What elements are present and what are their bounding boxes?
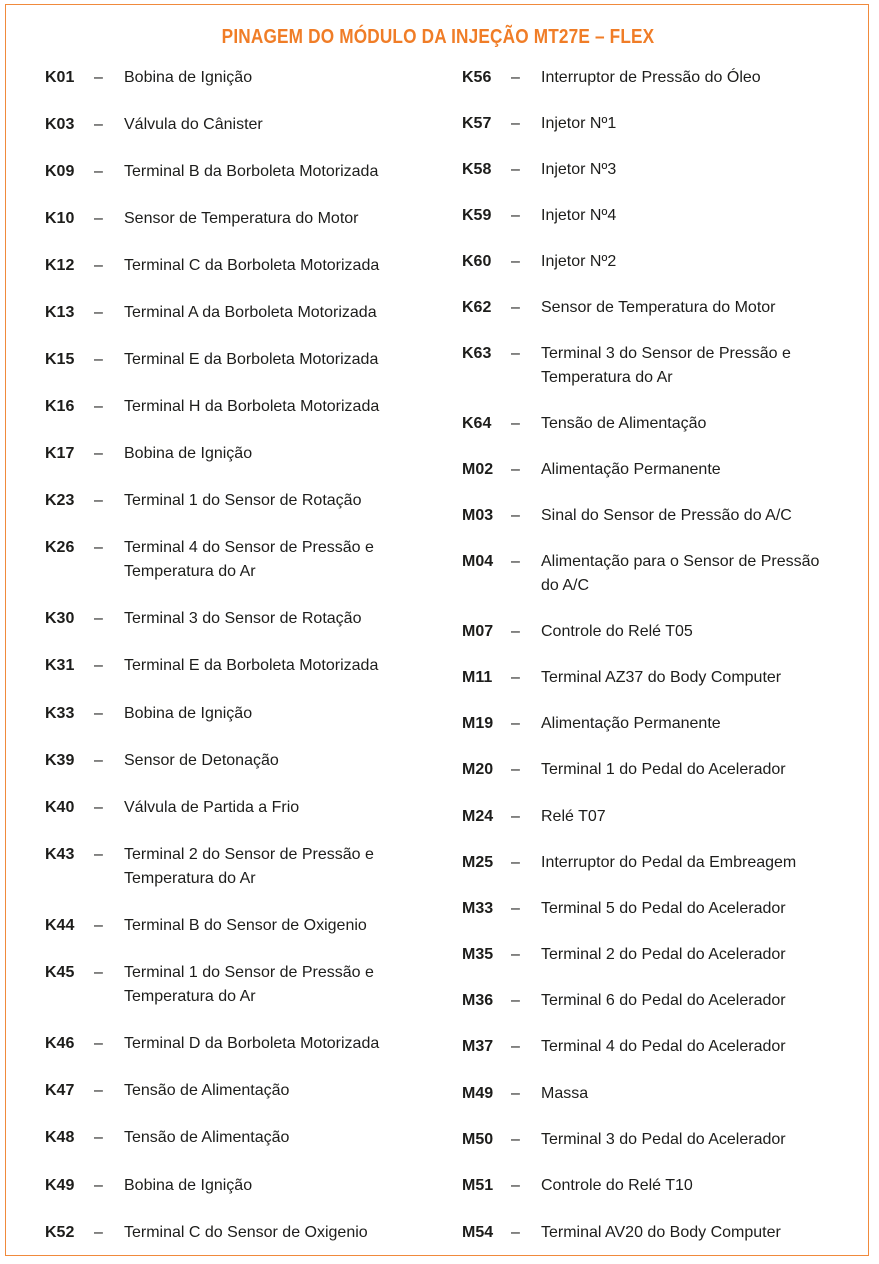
separator-dash: – [94, 116, 103, 133]
pin-code: K17 [45, 445, 75, 462]
pin-description: Bobina de Ignição [124, 705, 253, 722]
pin-description: Controle do Relé T10 [541, 1177, 693, 1194]
pin-code: K59 [462, 207, 492, 224]
separator-dash: – [511, 415, 520, 432]
pin-code: K52 [45, 1224, 75, 1241]
pin-description: Terminal E da Borboleta Motorizada [124, 657, 379, 674]
pin-description: Alimentação Permanente [541, 715, 721, 732]
pin-code: K09 [45, 163, 75, 180]
separator-dash: – [94, 657, 103, 674]
pin-description: Injetor Nº1 [541, 115, 617, 132]
separator-dash: – [511, 507, 520, 524]
separator-dash: – [94, 69, 103, 86]
separator-dash: – [511, 299, 520, 316]
pin-description: Terminal B da Borboleta Motorizada [124, 163, 379, 180]
pin-description: Injetor Nº4 [541, 207, 617, 224]
separator-dash: – [511, 715, 520, 732]
pin-code: K58 [462, 161, 492, 178]
pin-description: Terminal 1 do Pedal do Acelerador [541, 761, 786, 778]
pin-code: M51 [462, 1177, 494, 1194]
separator-dash: – [94, 445, 103, 462]
pin-code: K64 [462, 415, 492, 432]
pin-description: Relé T07 [541, 808, 606, 825]
pin-description: Terminal 1 do Sensor de Rotação [124, 492, 362, 509]
pin-code: M03 [462, 507, 494, 524]
separator-dash: – [94, 539, 103, 556]
pin-code: K44 [45, 917, 75, 934]
pin-description: Terminal 1 do Sensor de Pressão e Temperatura do Ar [124, 964, 374, 1005]
pin-code: K49 [45, 1177, 75, 1194]
separator-dash: – [511, 946, 520, 963]
pin-code: M11 [462, 669, 493, 686]
separator-dash: – [511, 900, 520, 917]
pin-code: K43 [45, 846, 75, 863]
pin-code: M35 [462, 946, 494, 963]
separator-dash: – [511, 761, 520, 778]
pin-code: K13 [45, 304, 75, 321]
pin-code: M36 [462, 992, 494, 1009]
separator-dash: – [511, 1177, 520, 1194]
pin-code: K01 [45, 69, 75, 86]
pin-description: Válvula de Partida a Frio [124, 799, 300, 816]
pin-description: Interruptor do Pedal da Embreagem [541, 854, 797, 871]
separator-dash: – [94, 1082, 103, 1099]
separator-dash: – [511, 161, 520, 178]
pin-code: K47 [45, 1082, 75, 1099]
pin-code: M02 [462, 461, 494, 478]
pin-description: Terminal C do Sensor de Oxigenio [124, 1224, 368, 1241]
pin-code: K10 [45, 210, 75, 227]
separator-dash: – [511, 207, 520, 224]
pin-description: Terminal 2 do Sensor de Pressão e Temperatura do Ar [124, 846, 374, 887]
pin-code: K16 [45, 398, 75, 415]
separator-dash: – [94, 917, 103, 934]
pin-code: K33 [45, 705, 75, 722]
pin-code: K31 [45, 657, 75, 674]
pin-description: Terminal AV20 do Body Computer [541, 1224, 781, 1241]
pin-code: K56 [462, 69, 492, 86]
separator-dash: – [94, 799, 103, 816]
separator-dash: – [511, 461, 520, 478]
separator-dash: – [511, 1085, 520, 1102]
pin-description: Massa [541, 1085, 589, 1102]
separator-dash: – [511, 345, 520, 362]
pin-description: Terminal AZ37 do Body Computer [541, 669, 782, 686]
separator-dash: – [511, 623, 520, 640]
separator-dash: – [94, 752, 103, 769]
pin-code: M20 [462, 761, 494, 778]
document-frame [5, 4, 869, 1256]
pin-description: Terminal H da Borboleta Motorizada [124, 398, 380, 415]
pin-description: Terminal 3 do Pedal do Acelerador [541, 1131, 786, 1148]
separator-dash: – [511, 669, 520, 686]
pin-code: M24 [462, 808, 494, 825]
pin-description: Tensão de Alimentação [124, 1129, 290, 1146]
separator-dash: – [511, 808, 520, 825]
pin-description: Interruptor de Pressão do Óleo [541, 69, 761, 86]
pin-description: Terminal 6 do Pedal do Acelerador [541, 992, 786, 1009]
pin-code: M19 [462, 715, 494, 732]
separator-dash: – [511, 69, 520, 86]
separator-dash: – [94, 163, 103, 180]
pin-description: Terminal 4 do Pedal do Acelerador [541, 1038, 786, 1055]
pin-code: K40 [45, 799, 75, 816]
separator-dash: – [94, 492, 103, 509]
pin-description: Terminal 3 do Sensor de Rotação [124, 610, 362, 627]
separator-dash: – [94, 304, 103, 321]
pin-code: M50 [462, 1131, 494, 1148]
pin-description: Terminal C da Borboleta Motorizada [124, 257, 380, 274]
pin-code: K63 [462, 345, 492, 362]
pin-description: Sensor de Detonação [124, 752, 279, 769]
pin-code: K45 [45, 964, 75, 981]
pin-code: M54 [462, 1224, 494, 1241]
separator-dash: – [511, 1224, 520, 1241]
pin-code: K60 [462, 253, 492, 270]
separator-dash: – [511, 992, 520, 1009]
separator-dash: – [94, 846, 103, 863]
pin-description: Alimentação para o Sensor de Pressão do A/C [541, 553, 820, 594]
separator-dash: – [94, 398, 103, 415]
pin-description: Bobina de Ignição [124, 1177, 253, 1194]
pin-description: Sensor de Temperatura do Motor [124, 210, 359, 227]
pin-code: M25 [462, 854, 494, 871]
pin-description: Terminal 2 do Pedal do Acelerador [541, 946, 786, 963]
pin-description: Terminal 5 do Pedal do Acelerador [541, 900, 786, 917]
pin-code: M49 [462, 1085, 494, 1102]
pin-description: Injetor Nº2 [541, 253, 617, 270]
separator-dash: – [511, 553, 520, 570]
pin-code: M37 [462, 1038, 494, 1055]
pin-description: Terminal D da Borboleta Motorizada [124, 1035, 380, 1052]
separator-dash: – [94, 1224, 103, 1241]
pin-description: Injetor Nº3 [541, 161, 617, 178]
separator-dash: – [94, 610, 103, 627]
separator-dash: – [511, 1038, 520, 1055]
pin-description: Bobina de Ignição [124, 69, 253, 86]
separator-dash: – [94, 257, 103, 274]
pin-code: K62 [462, 299, 492, 316]
pin-description: Alimentação Permanente [541, 461, 721, 478]
pin-description: Tensão de Alimentação [124, 1082, 290, 1099]
separator-dash: – [94, 705, 103, 722]
pin-code: K39 [45, 752, 75, 769]
separator-dash: – [94, 1177, 103, 1194]
pin-description: Tensão de Alimentação [541, 415, 707, 432]
pin-description: Terminal 3 do Sensor de Pressão e Temperatura do Ar [541, 345, 791, 386]
separator-dash: – [94, 351, 103, 368]
separator-dash: – [511, 1131, 520, 1148]
pin-code: K15 [45, 351, 75, 368]
pin-code: K26 [45, 539, 75, 556]
pin-description: Terminal B do Sensor de Oxigenio [124, 917, 367, 934]
separator-dash: – [94, 210, 103, 227]
pin-description: Sensor de Temperatura do Motor [541, 299, 776, 316]
pin-code: M07 [462, 623, 494, 640]
separator-dash: – [94, 1129, 103, 1146]
separator-dash: – [94, 1035, 103, 1052]
pin-code: K23 [45, 492, 75, 509]
separator-dash: – [511, 115, 520, 132]
pin-description: Bobina de Ignição [124, 445, 253, 462]
separator-dash: – [94, 964, 103, 981]
separator-dash: – [511, 854, 520, 871]
pin-code: K03 [45, 116, 75, 133]
pin-description: Sinal do Sensor de Pressão do A/C [541, 507, 792, 524]
pin-code: K12 [45, 257, 75, 274]
pin-code: K46 [45, 1035, 75, 1052]
pin-description: Terminal A da Borboleta Motorizada [124, 304, 377, 321]
pin-code: M04 [462, 553, 494, 570]
pin-description: Terminal E da Borboleta Motorizada [124, 351, 379, 368]
pin-code: K30 [45, 610, 75, 627]
pin-description: Terminal 4 do Sensor de Pressão e Temperatura do Ar [124, 539, 374, 580]
page-title: PINAGEM DO MÓDULO DA INJEÇÃO MT27E – FLEX [221, 26, 655, 48]
pin-code: M33 [462, 900, 494, 917]
pin-code: K57 [462, 115, 492, 132]
pin-description: Controle do Relé T05 [541, 623, 693, 640]
separator-dash: – [511, 253, 520, 270]
pin-code: K48 [45, 1129, 75, 1146]
pin-description: Válvula do Cânister [124, 116, 263, 133]
